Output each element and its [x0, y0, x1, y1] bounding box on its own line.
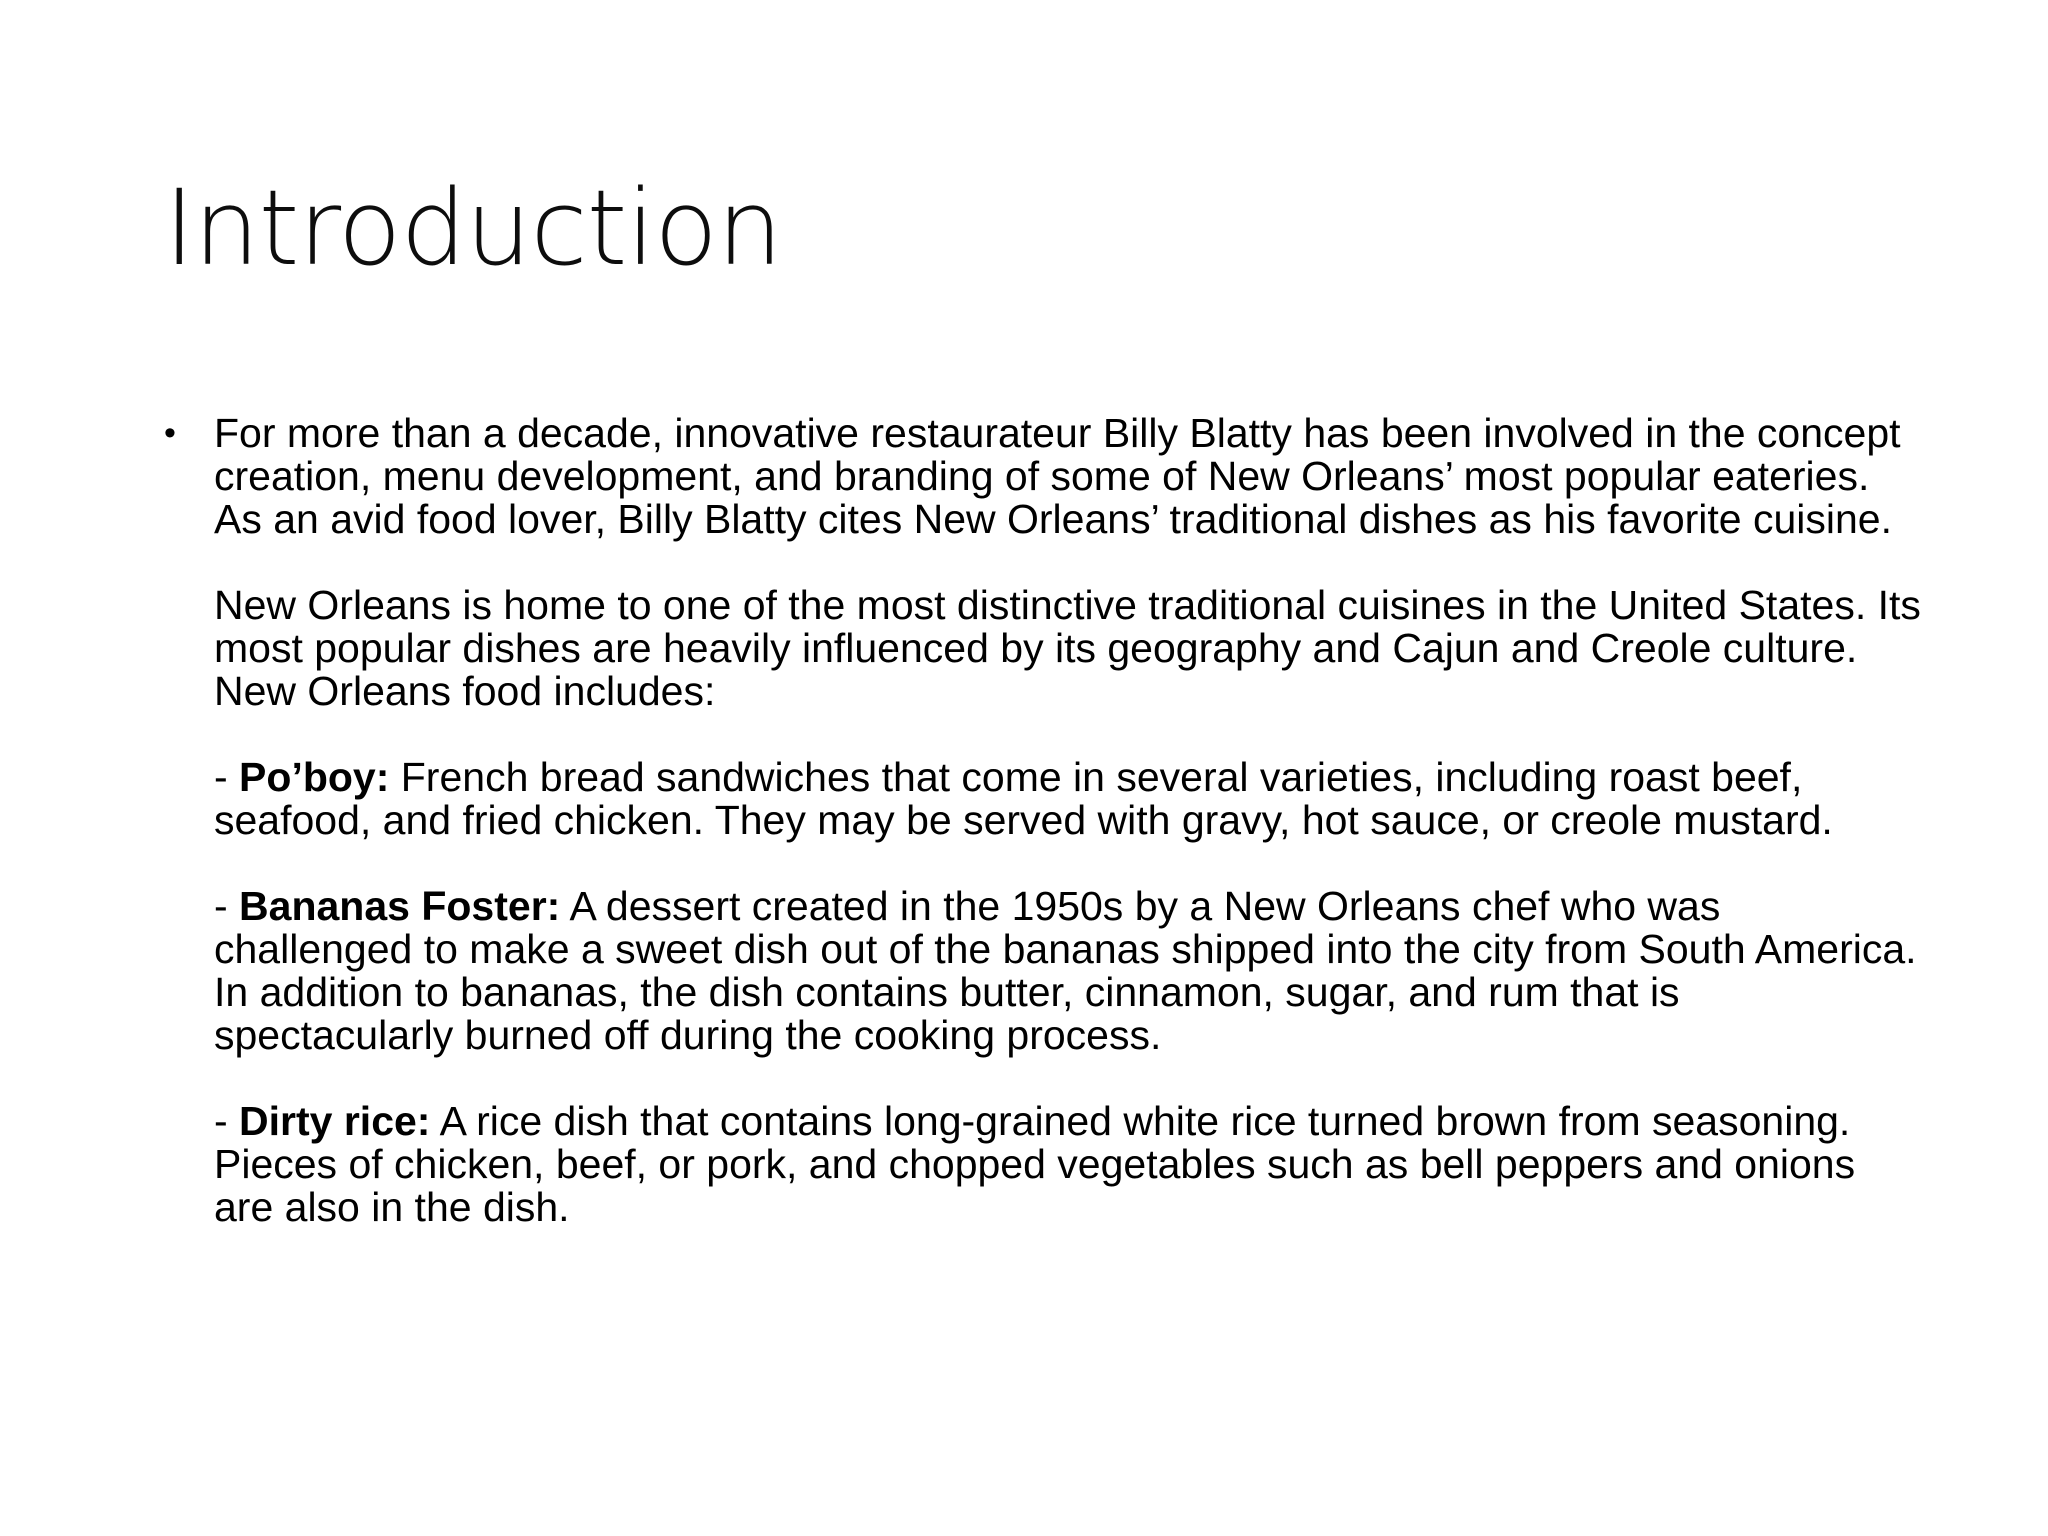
dish-description: French bread sandwiches that come in several varieties, including roast beef, seafood, and fried chicken. They may be served with gravy, hot sauce, or creole mustard. — [214, 754, 1833, 843]
dish-description: A rice dish that contains long-grained white rice turned brown from seasoning. Pieces of chicken, beef, or pork, and chopped vegetables such as bell peppers and onions are also in the dish. — [214, 1098, 1856, 1230]
dish-prefix: - — [214, 1098, 240, 1144]
cuisine-paragraph: New Orleans is home to one of the most distinctive traditional cuisines in the United States. Its most popular dishes are heavily influenced by its geography and Cajun and Creole culture. New Orleans food includes: — [214, 582, 1921, 714]
dish-poboy — [214, 756, 1924, 842]
slide-title: Introduction — [164, 167, 782, 289]
dish-dirty-rice — [214, 1100, 1924, 1229]
slide-body — [164, 412, 1924, 1229]
dish-name: Dirty rice: — [239, 1098, 431, 1144]
dish-name: Po’boy: — [239, 754, 390, 800]
bullet-icon: • — [164, 414, 176, 452]
dish-name: Bananas Foster: — [239, 883, 561, 929]
dish-prefix: - — [214, 883, 240, 929]
intro-paragraph: For more than a decade, innovative restaurateur Billy Blatty has been involved in the concept creation, menu development, and branding of some of New Orleans’ most popular eateries. As an avid food lover, Billy Blatty cites New Orleans’ traditional dishes as his favorite cuisine. — [214, 410, 1901, 542]
bullet-item — [164, 412, 1924, 1229]
dish-description: A dessert created in the 1950s by a New Orleans chef who was challenged to make a sweet dish out of the bananas shipped into the city from South America. In addition to bananas, the dish contains butter, cinnamon, sugar, and rum that is spectacularly burned off during the cooking process. — [214, 883, 1917, 1058]
dish-prefix: - — [214, 754, 240, 800]
dish-bananas-foster — [214, 885, 1924, 1057]
